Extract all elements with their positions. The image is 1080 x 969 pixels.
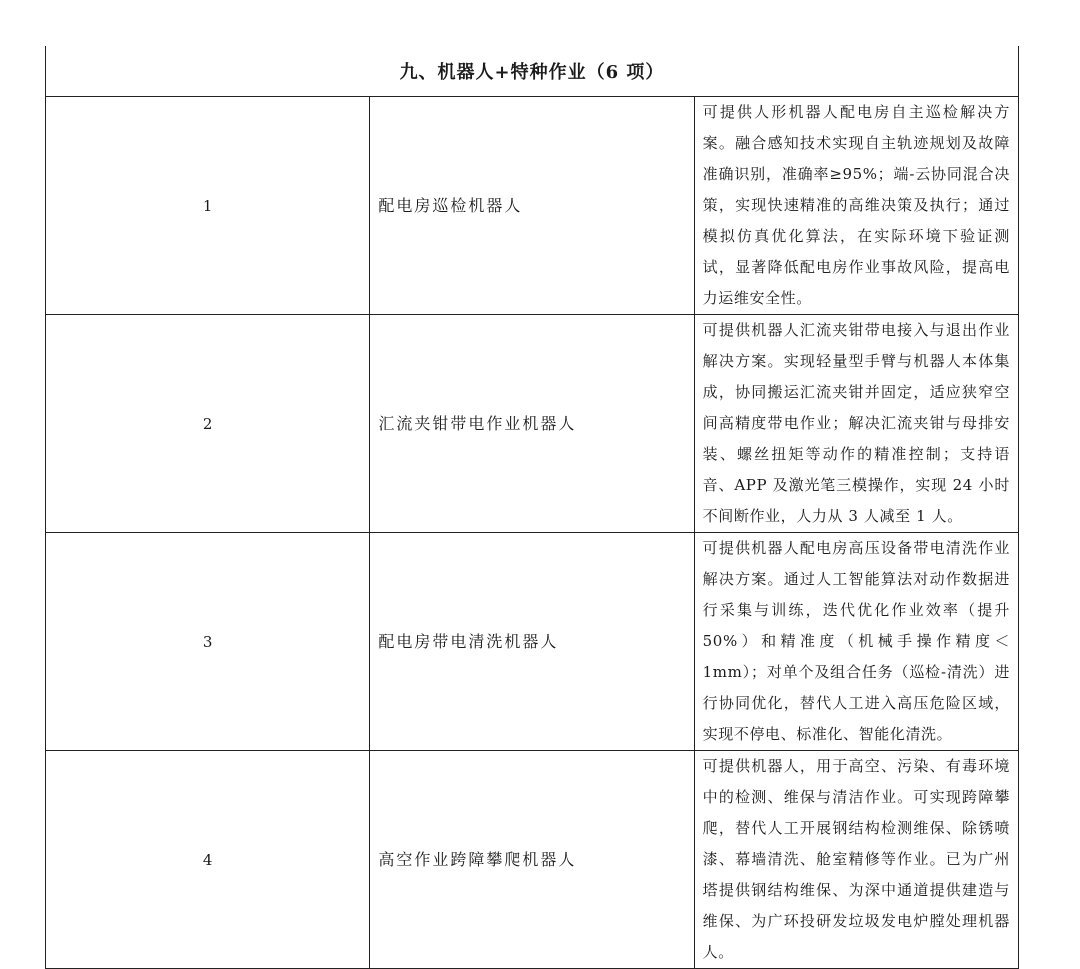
- section-title: 九、机器人+特种作业（6 项）: [46, 46, 1019, 97]
- item-description: 可提供机器人配电房高压设备带电清洗作业解决方案。通过人工智能算法对动作数据进行采集与训练，迭代优化作业效率（提升 50%）和精准度（机械手操作精度＜1mm）；对单个及组合任务（巡检-清洗）进行协同优化，替代人工进入高压危险区域，实现不停电、标准化、智能化清洗。: [694, 533, 1018, 751]
- table-row: [46, 533, 1019, 751]
- robot-solutions-table: [45, 46, 1019, 969]
- item-name: 汇流夹钳带电作业机器人: [370, 315, 694, 533]
- row-number: 1: [46, 97, 370, 315]
- item-description: 可提供人形机器人配电房自主巡检解决方案。融合感知技术实现自主轨迹规划及故障准确识别，准确率≥95%；端-云协同混合决策，实现快速精准的高维决策及执行；通过模拟仿真优化算法，在实际环境下验证测试，显著降低配电房作业事故风险，提高电力运维安全性。: [694, 97, 1018, 315]
- table-row: [46, 97, 1019, 315]
- section-header-row: [46, 46, 1019, 97]
- table-row: [46, 751, 1019, 969]
- item-description: 可提供机器人，用于高空、污染、有毒环境中的检测、维保与清洁作业。可实现跨障攀爬，替代人工开展钢结构检测维保、除锈喷漆、幕墙清洗、舱室精修等作业。已为广州塔提供钢结构维保、为深中通道提供建造与维保、为广环投研发垃圾发电炉膛处理机器人。: [694, 751, 1018, 969]
- item-name: 配电房带电清洗机器人: [370, 533, 694, 751]
- row-number: 4: [46, 751, 370, 969]
- item-description: 可提供机器人汇流夹钳带电接入与退出作业解决方案。实现轻量型手臂与机器人本体集成，协同搬运汇流夹钳并固定，适应狭窄空间高精度带电作业；解决汇流夹钳与母排安装、螺丝扭矩等动作的精准控制；支持语音、APP 及激光笔三模操作，实现 24 小时不间断作业，人力从 3 人减至 1 人。: [694, 315, 1018, 533]
- item-name: 高空作业跨障攀爬机器人: [370, 751, 694, 969]
- item-name: 配电房巡检机器人: [370, 97, 694, 315]
- row-number: 2: [46, 315, 370, 533]
- row-number: 3: [46, 533, 370, 751]
- table-row: [46, 315, 1019, 533]
